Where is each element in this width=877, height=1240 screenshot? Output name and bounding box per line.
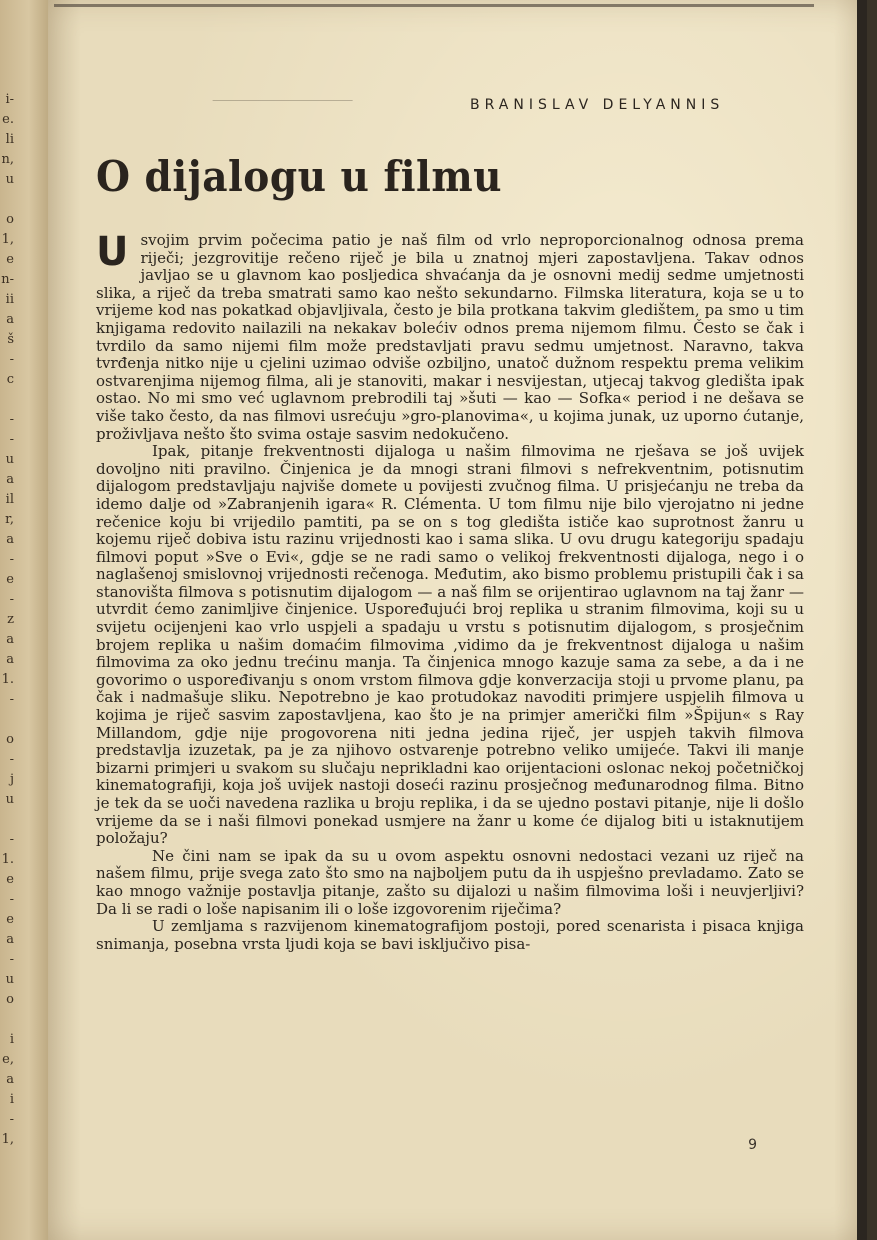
spine-fragment: r, — [5, 512, 14, 527]
spine-fragment: 1, — [1, 232, 14, 247]
spine-fragment: c — [6, 372, 14, 387]
spine-fragment: il — [5, 492, 14, 507]
paragraph-1 — [96, 229, 804, 443]
spine-fragment: a — [6, 652, 14, 667]
spine-fragment: j — [9, 772, 14, 787]
spine-fragment: - — [9, 752, 14, 767]
spine-fragment: - — [9, 692, 14, 707]
paragraph-3: Ne čini nam se ipak da su u ovom aspektu osnovni nedostaci vezani uz riječ na našem filmu, prije svega zato što smo na najboljem putu da ih uspješno prevladamo. Zato se kao mnogo važnije postavlja pitanje, zašto su dijalozi u našim filmovima loši i neuvjerljivi? Da li se radi o loše napisanim ili o loše izgovorenim riječima? — [96, 846, 804, 918]
spine-fragment — [0, 390, 14, 410]
spine-fragment: u — [5, 972, 14, 987]
spine-fragment: e — [6, 252, 14, 267]
spine-fragment: a — [6, 312, 14, 327]
adjacent-page-text — [0, 90, 14, 1150]
paper-crease — [183, 10, 353, 101]
spine-fragment: e — [6, 872, 14, 887]
spine-fragment — [0, 190, 14, 210]
spine-fragment: o — [6, 732, 14, 747]
spine-fragment: i- — [5, 92, 14, 107]
spine-fragment: a — [6, 1072, 14, 1087]
paragraph-4: U zemljama s razvijenom kinematografijom postoji, pored scenarista i pisaca knjiga snimanja, posebna vrsta ljudi koja se bavi isključivo pisa- — [96, 917, 804, 953]
page-number: 9 — [748, 1137, 757, 1153]
spine-fragment: e, — [2, 1052, 14, 1067]
spine-fragment: i — [9, 1032, 14, 1047]
spine-fragment: a — [6, 632, 14, 647]
spine-fragment: - — [9, 892, 14, 907]
spine-fragment: a — [6, 532, 14, 547]
spine-fragment: - — [9, 432, 14, 447]
magazine-page — [48, 0, 867, 1240]
spine-fragment: e — [6, 572, 14, 587]
spine-fragment: e. — [2, 112, 14, 127]
spine-fragment: - — [9, 592, 14, 607]
article-body — [96, 229, 804, 953]
spine-fragment: i — [9, 1092, 14, 1107]
spine-fragment: a — [6, 472, 14, 487]
spine-fragment: u — [5, 452, 14, 467]
spine-fragment: ii — [5, 292, 14, 307]
paragraph-2: Ipak, pitanje frekventnosti dijaloga u našim filmovima ne rješava se još uvijek dovoljno niti pravilno. Činjenica je da mnogi strani filmovi s nefrekventnim, potisnutim dijalogom predstavljaju najviše domete u povijesti zvučnog filma. U prisjećanju ne treba da idemo dalje od »Zabranjenih igara« R. Clémenta. U tom filmu nije bilo vjerojatno ni jedne rečenice koju bi vrijedilo pamtiti, pa se on s tog gledišta ističe kao suprotnost žanru u kojemu riječ dobiva istu razinu vrijednosti kao i sama slika. U ovu drugu kategoriju spadaju filmovi poput »Sve o Evi«, gdje se ne radi samo o velikoj frekventnosti dijaloga, nego i o naglašenoj smislovnoj vrijednosti rečenoga. Međutim, ako bismo problemu pristupili čak i sa stanovišta filmova s potisnutim dijalogom — a naš film se orijentirao uglavnom na taj žanr — utvrdit ćemo zanimljive činjenice. Uspoređujući broj replika u stranim filmovima, koji su u svijetu ocijenjeni kao vrlo uspjeli a spadaju u vrstu s potisnutim dijalogom, s prosječnim brojem replika u našim domaćim filmovima ,vidimo da je frekventnost dijaloga u našim filmovima za oko jednu trećinu manja. Ta činjenica mnogo kazuje sama za sebe, a da i ne govorimo o uspoređivanju s onom vrstom filmova gdje konverzacija stoji u prvome planu, pa čak i nadmašuje sliku. Nepotrebno je kao protudokaz navoditi primjere uspjelih filmova u kojima je riječ sasvim zapostavljena, kao što je na primjer američki film »Špijun« s Ray Millandom, gdje nije progovorena niti jedna jedina riječ, jer uspjeh takvih filmova predstavlja izuzetak, pa je za njihovo ostvarenje potrebno veliko umijeće. Takvi ili manje bizarni primjeri u svakom su slučaju neprikladni kao orijentacioni oslonac nekoj početničkoj kinematografiji, koja još uvijek nastoji doseći razinu prosječnog međunarodnog filma. Bitno je tek da se uoči navedena razlika u broju replika, i da se ujedno postavi pitanje, nije li došlo vrijeme da se i naši filmovi ponekad usmjere na žanr u kome će dijalog biti u istaknutijem položaju? — [96, 442, 804, 848]
spine-fragment: a — [6, 932, 14, 947]
spine-fragment: li — [5, 132, 14, 147]
binding-edge — [857, 0, 867, 1240]
spine-fragment: n, — [1, 152, 14, 167]
spine-fragment: n- — [1, 272, 14, 287]
paragraph-1-text: svojim prvim počecima patio je naš film od vrlo neproporcionalnog odnosa prema riječi; jezgrovitije rečeno riječ je bila u znatnoj mjeri zapostavljena. Takav odnos javljao se u glavnom kao posljedica shvaćanja da je osnovni medij sedme umjetnosti slika, a riječ da treba smatrati samo kao nešto sekundarno. Filmska literatura, koja se u to vrijeme kod nas pokatkad objavljivala, često je bila protkana takvim gledištem, pa smo u tim knjigama redovito nailazili na nekakav bolećiv odnos prema nijemom filmu. Često se čak i tvrdilo da samo nijemi film može predstavljati pravu sedmu umjetnost. Naravno, takva tvrđenja nitko nije u cjelini uzimao odviše ozbiljno, unatoč dužnom respektu prema velikim ostvarenjima nijemog filma, ali je stanoviti, makar i nesvijestan, utjecaj takvog gledišta ipak ostao. No mi smo već uglavnom prebrodili taj »šuti — kao — Sofka« period i ne dešava se više tako često, da nas filmovi usrećuju »gro-planovima«, u kojima junak, uz uporno ćutanje, proživljava nešto što svima ostaje sasvim nedokučeno. — [96, 231, 804, 443]
author-name: BRANISLAV DELYANNIS — [470, 97, 725, 113]
spine-fragment: - — [9, 352, 14, 367]
spine-fragment: - — [9, 412, 14, 427]
spine-fragment — [0, 1010, 14, 1030]
spine-fragment: u — [5, 172, 14, 187]
spine-fragment: e — [6, 912, 14, 927]
spine-fragment: 1. — [1, 852, 14, 867]
spine-fragment: u — [5, 792, 14, 807]
spine-fragment: 1. — [1, 672, 14, 687]
spine-fragment: o — [6, 992, 14, 1007]
spine-fragment: - — [9, 1112, 14, 1127]
spine-fragment — [0, 710, 14, 730]
drop-cap: U — [96, 229, 129, 275]
spine-fragment: š — [7, 332, 14, 347]
spine-fragment: z — [7, 612, 14, 627]
spine-fragment: - — [9, 552, 14, 567]
spine-fragment: o — [6, 212, 14, 227]
top-rule — [54, 4, 814, 7]
adjacent-page-edge — [0, 0, 52, 1240]
spine-fragment: - — [9, 832, 14, 847]
article-title: O dijalogu u filmu — [96, 152, 502, 201]
spine-fragment: 1, — [1, 1132, 14, 1147]
spine-fragment — [0, 810, 14, 830]
spine-fragment: - — [9, 952, 14, 967]
